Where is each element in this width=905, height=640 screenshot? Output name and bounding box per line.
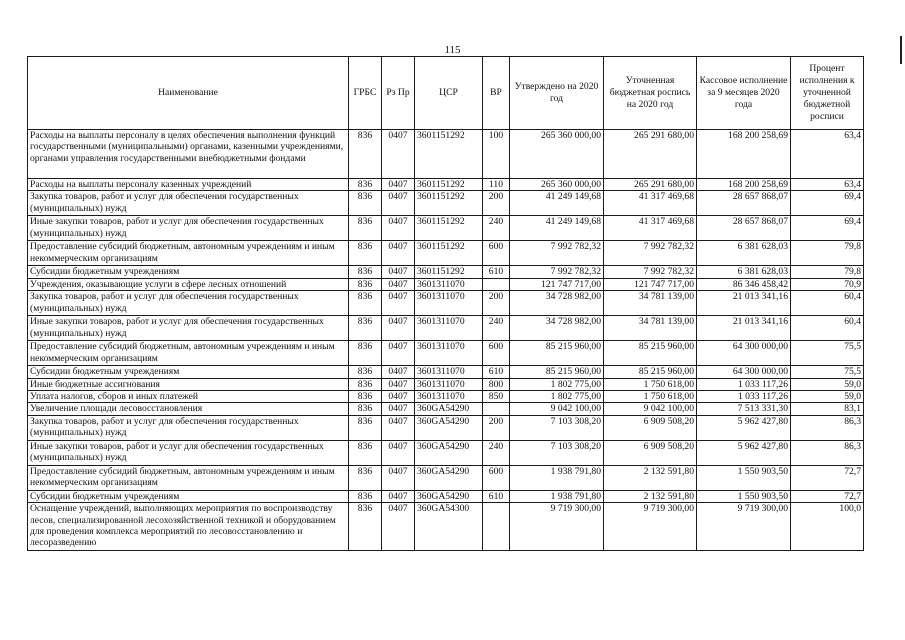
approved-cell: 85 215 960,00	[510, 366, 604, 378]
name-cell: Закупка товаров, работ и услуг для обеспечения государственных (муниципальных) нужд	[28, 291, 349, 316]
refined-cell: 7 992 782,32	[604, 241, 697, 266]
approved-cell: 34 728 982,00	[510, 291, 604, 316]
percent-cell: 75,5	[791, 341, 864, 366]
name-cell: Расходы на выплаты персоналу в целях обеспечения выполнения функций государственными (муниципальными) органами, казенными учреждениями, органами управления государственными внебюджетными фондами	[28, 130, 349, 179]
approved-cell: 9 719 300,00	[510, 503, 604, 551]
csr-cell: 3601311070	[415, 316, 483, 341]
rzpr-cell: 0407	[382, 278, 415, 290]
table-header-row	[28, 57, 864, 130]
table-row	[28, 278, 864, 290]
table-row	[28, 378, 864, 390]
csr-cell: 3601311070	[415, 278, 483, 290]
refined-cell: 41 317 469,68	[604, 216, 697, 241]
csr-cell: 3601311070	[415, 366, 483, 378]
percent-cell: 86,3	[791, 415, 864, 440]
vr-cell	[483, 403, 510, 415]
grbs-cell: 836	[349, 341, 382, 366]
refined-cell: 41 317 469,68	[604, 191, 697, 216]
vr-cell: 100	[483, 130, 510, 179]
header-name: Наименование	[28, 57, 349, 130]
grbs-cell: 836	[349, 130, 382, 179]
name-cell: Субсидии бюджетным учреждениям	[28, 490, 349, 502]
percent-cell: 59,0	[791, 378, 864, 390]
percent-cell: 100,0	[791, 503, 864, 551]
name-cell: Иные бюджетные ассигнования	[28, 378, 349, 390]
refined-cell: 2 132 591,80	[604, 465, 697, 490]
table-row	[28, 191, 864, 216]
csr-cell: 3601311070	[415, 391, 483, 403]
rzpr-cell: 0407	[382, 266, 415, 278]
vr-cell: 610	[483, 366, 510, 378]
table-row	[28, 341, 864, 366]
csr-cell: 3601151292	[415, 130, 483, 179]
name-cell: Закупка товаров, работ и услуг для обеспечения государственных (муниципальных) нужд	[28, 415, 349, 440]
vr-cell	[483, 278, 510, 290]
vr-cell: 110	[483, 179, 510, 191]
vr-cell: 200	[483, 191, 510, 216]
header-rzpr: Рз Пр	[382, 57, 415, 130]
rzpr-cell: 0407	[382, 378, 415, 390]
csr-cell: 360GA54290	[415, 440, 483, 465]
vr-cell: 240	[483, 216, 510, 241]
csr-cell: 3601151292	[415, 216, 483, 241]
name-cell: Субсидии бюджетным учреждениям	[28, 266, 349, 278]
cash-cell: 28 657 868,07	[697, 216, 791, 241]
csr-cell: 3601151292	[415, 241, 483, 266]
name-cell: Увеличение площади лесовосстановления	[28, 403, 349, 415]
grbs-cell: 836	[349, 278, 382, 290]
csr-cell: 3601151292	[415, 179, 483, 191]
csr-cell: 360GA54290	[415, 415, 483, 440]
refined-cell: 6 909 508,20	[604, 440, 697, 465]
refined-cell: 6 909 508,20	[604, 415, 697, 440]
header-csr: ЦСР	[415, 57, 483, 130]
approved-cell: 7 992 782,32	[510, 266, 604, 278]
vr-cell: 800	[483, 378, 510, 390]
percent-cell: 79,8	[791, 241, 864, 266]
cash-cell: 168 200 258,69	[697, 130, 791, 179]
cash-cell: 1 033 117,26	[697, 391, 791, 403]
table-row	[28, 241, 864, 266]
name-cell: Учреждения, оказывающие услуги в сфере лесных отношений	[28, 278, 349, 290]
approved-cell: 85 215 960,00	[510, 341, 604, 366]
table-row	[28, 403, 864, 415]
grbs-cell: 836	[349, 241, 382, 266]
refined-cell: 9 719 300,00	[604, 503, 697, 551]
vr-cell: 600	[483, 241, 510, 266]
refined-cell: 9 042 100,00	[604, 403, 697, 415]
grbs-cell: 836	[349, 465, 382, 490]
grbs-cell: 836	[349, 378, 382, 390]
cash-cell: 1 033 117,26	[697, 378, 791, 390]
table-row	[28, 503, 864, 551]
vr-cell: 610	[483, 490, 510, 502]
page-number: 115	[444, 44, 461, 56]
table-row	[28, 130, 864, 179]
header-cash: Кассовое исполнение за 9 месяцев 2020 года	[697, 57, 791, 130]
vr-cell: 200	[483, 415, 510, 440]
table-row	[28, 291, 864, 316]
refined-cell: 85 215 960,00	[604, 341, 697, 366]
budget-table	[27, 56, 864, 551]
refined-cell: 2 132 591,80	[604, 490, 697, 502]
refined-cell: 34 781 139,00	[604, 316, 697, 341]
name-cell: Иные закупки товаров, работ и услуг для обеспечения государственных (муниципальных) нужд	[28, 316, 349, 341]
approved-cell: 265 360 000,00	[510, 130, 604, 179]
table-row	[28, 415, 864, 440]
vr-cell: 600	[483, 341, 510, 366]
csr-cell: 3601151292	[415, 266, 483, 278]
cash-cell: 64 300 000,00	[697, 341, 791, 366]
percent-cell: 63,4	[791, 179, 864, 191]
cash-cell: 28 657 868,07	[697, 191, 791, 216]
percent-cell: 72,7	[791, 465, 864, 490]
scan-edge-mark	[900, 36, 902, 64]
rzpr-cell: 0407	[382, 465, 415, 490]
vr-cell: 610	[483, 266, 510, 278]
csr-cell: 360GA54290	[415, 490, 483, 502]
approved-cell: 1 938 791,80	[510, 465, 604, 490]
cash-cell: 7 513 331,30	[697, 403, 791, 415]
name-cell: Уплата налогов, сборов и иных платежей	[28, 391, 349, 403]
approved-cell: 265 360 000,00	[510, 179, 604, 191]
name-cell: Оснащение учреждений, выполняющих мероприятия по воспроизводству лесов, специализированной лесохозяйственной техникой и оборудованием для проведения комплекса мероприятий по лесовосстановлению и лесоразведению	[28, 503, 349, 551]
grbs-cell: 836	[349, 266, 382, 278]
refined-cell: 265 291 680,00	[604, 179, 697, 191]
cash-cell: 64 300 000,00	[697, 366, 791, 378]
grbs-cell: 836	[349, 391, 382, 403]
percent-cell: 63,4	[791, 130, 864, 179]
refined-cell: 1 750 618,00	[604, 378, 697, 390]
header-vr: ВР	[483, 57, 510, 130]
vr-cell: 850	[483, 391, 510, 403]
grbs-cell: 836	[349, 366, 382, 378]
cash-cell: 21 013 341,16	[697, 291, 791, 316]
cash-cell: 21 013 341,16	[697, 316, 791, 341]
rzpr-cell: 0407	[382, 130, 415, 179]
percent-cell: 60,4	[791, 316, 864, 341]
refined-cell: 265 291 680,00	[604, 130, 697, 179]
name-cell: Иные закупки товаров, работ и услуг для обеспечения государственных (муниципальных) нужд	[28, 440, 349, 465]
percent-cell: 59,0	[791, 391, 864, 403]
approved-cell: 121 747 717,00	[510, 278, 604, 290]
csr-cell: 360GA54300	[415, 503, 483, 551]
rzpr-cell: 0407	[382, 341, 415, 366]
table-row	[28, 316, 864, 341]
grbs-cell: 836	[349, 191, 382, 216]
approved-cell: 1 802 775,00	[510, 391, 604, 403]
table-row	[28, 465, 864, 490]
grbs-cell: 836	[349, 291, 382, 316]
csr-cell: 3601311070	[415, 291, 483, 316]
percent-cell: 86,3	[791, 440, 864, 465]
grbs-cell: 836	[349, 179, 382, 191]
approved-cell: 34 728 982,00	[510, 316, 604, 341]
vr-cell	[483, 503, 510, 551]
rzpr-cell: 0407	[382, 415, 415, 440]
csr-cell: 3601151292	[415, 191, 483, 216]
rzpr-cell: 0407	[382, 291, 415, 316]
header-refined: Уточненная бюджетная роспись на 2020 год	[604, 57, 697, 130]
refined-cell: 34 781 139,00	[604, 291, 697, 316]
percent-cell: 60,4	[791, 291, 864, 316]
percent-cell: 79,8	[791, 266, 864, 278]
name-cell: Предоставление субсидий бюджетным, автономным учреждениям и иным некоммерческим организациям	[28, 465, 349, 490]
cash-cell: 6 381 628,03	[697, 266, 791, 278]
grbs-cell: 836	[349, 415, 382, 440]
header-percent: Процент исполнения к уточненной бюджетной росписи	[791, 57, 864, 130]
name-cell: Предоставление субсидий бюджетным, автономным учреждениям и иным некоммерческим организациям	[28, 341, 349, 366]
rzpr-cell: 0407	[382, 403, 415, 415]
grbs-cell: 836	[349, 216, 382, 241]
refined-cell: 1 750 618,00	[604, 391, 697, 403]
cash-cell: 1 550 903,50	[697, 465, 791, 490]
table-row	[28, 391, 864, 403]
approved-cell: 1 802 775,00	[510, 378, 604, 390]
table-row	[28, 440, 864, 465]
name-cell: Субсидии бюджетным учреждениям	[28, 366, 349, 378]
table-row	[28, 216, 864, 241]
percent-cell: 83,1	[791, 403, 864, 415]
grbs-cell: 836	[349, 503, 382, 551]
approved-cell: 1 938 791,80	[510, 490, 604, 502]
name-cell: Предоставление субсидий бюджетным, автономным учреждениям и иным некоммерческим организациям	[28, 241, 349, 266]
approved-cell: 9 042 100,00	[510, 403, 604, 415]
grbs-cell: 836	[349, 490, 382, 502]
grbs-cell: 836	[349, 316, 382, 341]
percent-cell: 72,7	[791, 490, 864, 502]
approved-cell: 7 992 782,32	[510, 241, 604, 266]
cash-cell: 9 719 300,00	[697, 503, 791, 551]
header-approved: Утверждено на 2020 год	[510, 57, 604, 130]
cash-cell: 5 962 427,80	[697, 440, 791, 465]
table-row	[28, 366, 864, 378]
csr-cell: 360GA54290	[415, 465, 483, 490]
cash-cell: 86 346 458,42	[697, 278, 791, 290]
refined-cell: 85 215 960,00	[604, 366, 697, 378]
rzpr-cell: 0407	[382, 179, 415, 191]
csr-cell: 3601311070	[415, 341, 483, 366]
percent-cell: 75,5	[791, 366, 864, 378]
cash-cell: 168 200 258,69	[697, 179, 791, 191]
rzpr-cell: 0407	[382, 490, 415, 502]
vr-cell: 240	[483, 440, 510, 465]
rzpr-cell: 0407	[382, 216, 415, 241]
header-grbs: ГРБС	[349, 57, 382, 130]
refined-cell: 7 992 782,32	[604, 266, 697, 278]
rzpr-cell: 0407	[382, 316, 415, 341]
approved-cell: 41 249 149,68	[510, 216, 604, 241]
approved-cell: 7 103 308,20	[510, 440, 604, 465]
csr-cell: 3601311070	[415, 378, 483, 390]
approved-cell: 7 103 308,20	[510, 415, 604, 440]
percent-cell: 70,9	[791, 278, 864, 290]
grbs-cell: 836	[349, 403, 382, 415]
grbs-cell: 836	[349, 440, 382, 465]
table-row	[28, 179, 864, 191]
rzpr-cell: 0407	[382, 391, 415, 403]
vr-cell: 240	[483, 316, 510, 341]
rzpr-cell: 0407	[382, 366, 415, 378]
rzpr-cell: 0407	[382, 503, 415, 551]
approved-cell: 41 249 149,68	[510, 191, 604, 216]
cash-cell: 5 962 427,80	[697, 415, 791, 440]
csr-cell: 360GA54290	[415, 403, 483, 415]
cash-cell: 1 550 903,50	[697, 490, 791, 502]
percent-cell: 69,4	[791, 216, 864, 241]
rzpr-cell: 0407	[382, 241, 415, 266]
table-row	[28, 490, 864, 502]
table-row	[28, 266, 864, 278]
name-cell: Закупка товаров, работ и услуг для обеспечения государственных (муниципальных) нужд	[28, 191, 349, 216]
refined-cell: 121 747 717,00	[604, 278, 697, 290]
name-cell: Расходы на выплаты персоналу казенных учреждений	[28, 179, 349, 191]
cash-cell: 6 381 628,03	[697, 241, 791, 266]
rzpr-cell: 0407	[382, 191, 415, 216]
vr-cell: 200	[483, 291, 510, 316]
percent-cell: 69,4	[791, 191, 864, 216]
vr-cell: 600	[483, 465, 510, 490]
rzpr-cell: 0407	[382, 440, 415, 465]
name-cell: Иные закупки товаров, работ и услуг для обеспечения государственных (муниципальных) нужд	[28, 216, 349, 241]
